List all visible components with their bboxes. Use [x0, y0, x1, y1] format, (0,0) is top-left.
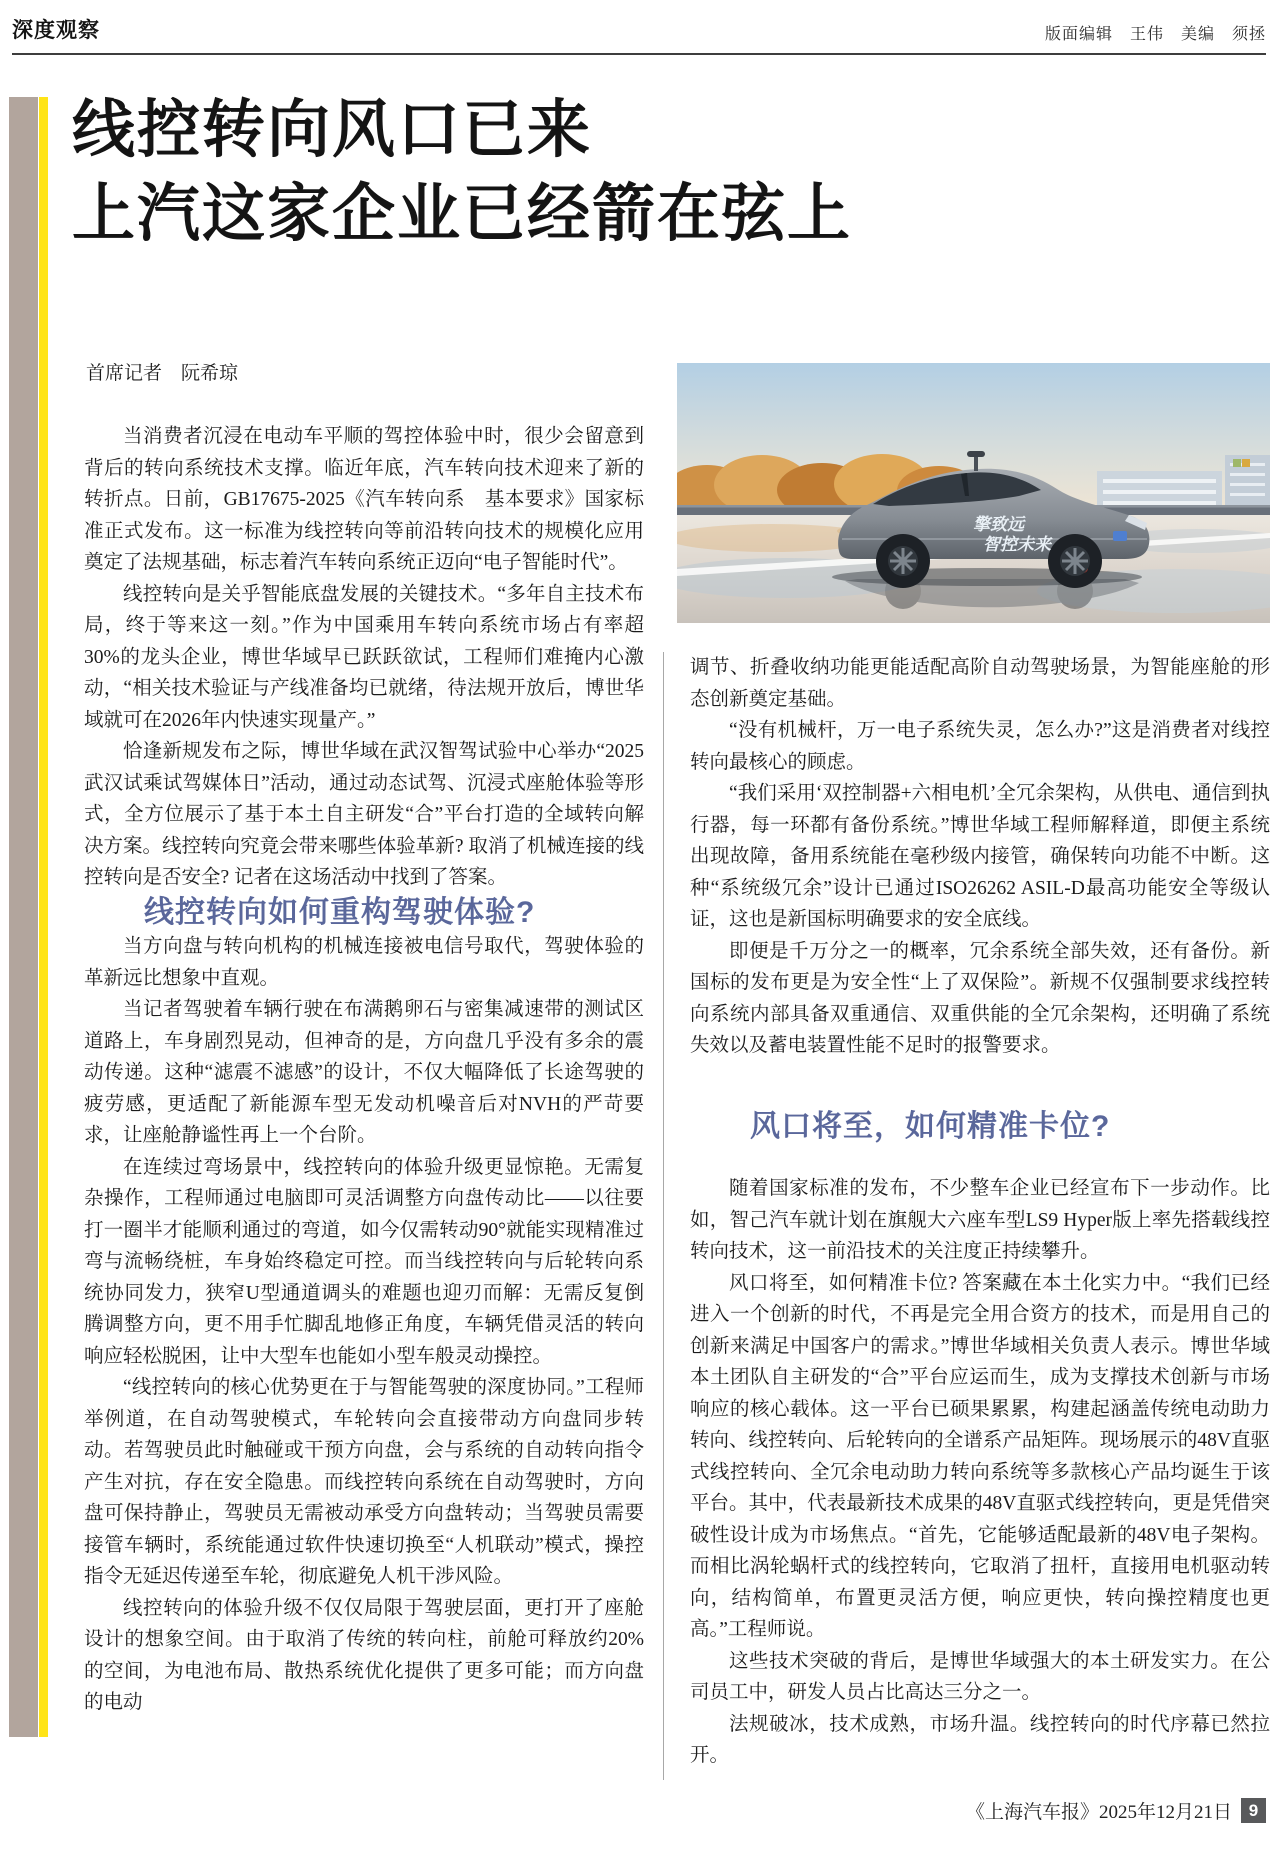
article-title [72, 88, 852, 256]
accent-bar-gray [9, 97, 38, 1737]
accent-bar-yellow [39, 97, 48, 1737]
paragraph: 法规破冰，技术成熟，市场升温。线控转向的时代序幕已然拉开。 [690, 1713, 1270, 1766]
section-heading-2: 风口将至，如何精准卡位? [750, 1109, 1111, 1143]
paragraph: 当消费者沉浸在电动车平顺的驾控体验中时，很少会留意到背后的转向系统技术支撑。临近年底，汽车转向技术迎来了新的转折点。日前，GB17675-2025《汽车转向系 基本要求》国家标准正式发布。这一标准为线控转向等前沿转向技术的规模化应用奠定了法规基础，标志着汽车转向系统正迈向“电子智能时代”。 [84, 426, 644, 573]
paragraph: “线控转向的核心优势更在于与智能驾驶的深度协同。”工程师举例道，在自动驾驶模式，车轮转向会直接带动方向盘同步转动。若驾驶员此时触碰或干预方向盘，会与系统的自动转向指令产生对抗，存在安全隐患。而线控转向系统在自动驾驶时，方向盘可保持静止，驾驶员无需被动承受方向盘转动；当驾驶员需要接管车辆时，系统能通过软件快速切换至“人机联动”模式，操控指令无延迟传递至车轮，彻底避免人机干涉风险。 [84, 1377, 644, 1587]
article-photo [677, 363, 1270, 623]
column-divider [663, 652, 664, 1780]
paragraph: 这些技术突破的背后，是博世华域强大的本土研发实力。在公司员工中，研发人员占比高达三分之一。 [690, 1650, 1270, 1703]
right-column [690, 652, 1270, 1772]
paragraph: 线控转向的体验升级不仅仅局限于驾驶层面，更打开了座舱设计的想象空间。由于取消了传统的转向柱，前舱可释放约20%的空间，为电池布局、散热系统优化提供了更多可能；而方向盘的电动 [84, 1597, 644, 1713]
header-rule [12, 53, 1266, 55]
paragraph: 当记者驾驶着车辆行驶在布满鹅卵石与密集减速带的测试区道路上，车身剧烈晃动，但神奇的是，方向盘几乎没有多余的震动传递。这种“滤震不滤感”的设计，不仅大幅降低了长途驾驶的疲劳感，更适配了新能源车型无发动机噪音后对NVH的严苛要求，让座舱静谧性再上一个台阶。 [84, 999, 644, 1146]
paragraph: 线控转向是关乎智能底盘发展的关键技术。“多年自主技术布局，终于等来这一刻。”作为中国乘用车转向系统市场占有率超30%的龙头企业，博世华域早已跃跃欲试，工程师们难掩内心激动，“相关技术验证与产线准备均已就绪，待法规开放后，博世华域就可在2026年内快速实现量产。” [84, 583, 644, 731]
paragraph: “没有机械杆，万一电子系统失灵，怎么办?”这是消费者对线控转向最核心的顾虑。 [690, 720, 1270, 773]
section-heading-1: 线控转向如何重构驾驶体验? [144, 895, 536, 929]
svg-text:擎致远: 擎致远 [973, 515, 1024, 534]
svg-text:智控未来: 智控未来 [983, 535, 1051, 554]
article-title-line1: 线控转向风口已来 [72, 95, 592, 165]
paragraph: 恰逢新规发布之际，博世华域在武汉智驾试验中心举办“2025武汉试乘试驾媒体日”活动，通过动态试驾、沉浸式座舱体验等形式，全方位展示了基于本土自主研发“合”平台打造的全域转向解决方案。线控转向究竟会带来哪些体验革新? 取消了机械连接的线控转向是否安全? 记者在这场活动中找到了答案。 [84, 741, 644, 888]
article-title-line2: 上汽这家企业已经箭在弦上 [72, 179, 852, 249]
editors-credit: 版面编辑 王伟 美编 须拯 [1044, 26, 1266, 43]
page-footer [966, 1797, 1266, 1824]
page-number-badge: 9 [1241, 1798, 1266, 1823]
paragraph: 当方向盘与转向机构的机械连接被电信号取代，驾驶体验的革新远比想象中直观。 [84, 936, 644, 989]
paragraph: “我们采用‘双控制器+六相电机’全冗余架构，从供电、通信到执行器，每一环都有备份系统。”博世华域工程师解释道，即便主系统出现故障，备用系统能在毫秒级内接管，确保转向功能不中断。这种“系统级冗余”设计已通过ISO26262 ASIL-D最高功能安全等级认证，这也是新国标明确要求的安全底线。 [690, 783, 1270, 930]
paragraph: 风口将至，如何精准卡位? 答案藏在本土化实力中。“我们已经进入一个创新的时代，不再是完全用合资方的技术，而是用自己的创新来满足中国客户的需求。”博世华域相关负责人表示。博世华域本土团队自主研发的“合”平台应运而生，成为支撑技术创新与市场响应的核心载体。这一平台已硕果累累，构建起涵盖传统电动助力转向、线控转向、后轮转向的全谱系产品矩阵。现场展示的48V直驱式线控转向、全冗余电动助力转向系统等多款核心产品均诞生于该平台。其中，代表最新技术成果的48V直驱式线控转向，更是凭借突破性设计成为市场焦点。“首先，它能够适配最新的48V电子架构。而相比涡轮蜗杆式的线控转向，它取消了扭杆，直接用电机驱动转向，结构简单，布置更灵活方便，响应更快，转向操控精度也更高。”工程师说。 [690, 1272, 1270, 1640]
byline: 首席记者 阮希琼 [86, 363, 239, 384]
paragraph: 即便是千万分之一的概率，冗余系统全部失效，还有备份。新国标的发布更是为安全性“上了双保险”。新规不仅强制要求线控转向系统内部具备双重通信、双重供能的全冗余架构，还明确了系统失效以及蓄电装置性能不足时的报警要求。 [690, 940, 1270, 1056]
paragraph-continuation: 调节、折叠收纳功能更能适配高阶自动驾驶场景，为智能座舱的形态创新奠定基础。 [690, 657, 1270, 710]
left-column [84, 421, 644, 1719]
publication-date: 《上海汽车报》2025年12月21日 [965, 1802, 1232, 1823]
section-kicker: 深度观察 [12, 19, 100, 42]
paragraph: 在连续过弯场景中，线控转向的体验升级更显惊艳。无需复杂操作，工程师通过电脑即可灵活调整方向盘传动比——以往要打一圈半才能顺利通过的弯道，如今仅需转动90°就能实现精准过弯与流畅绕桩，车身始终稳定可控。而当线控转向与后轮转向系统协同发力，狭窄U型通道调头的难题也迎刃而解：无需反复倒腾调整方向，更不用手忙脚乱地修正角度，车辆凭借灵活的转向响应轻松脱困，让中大型车也能如小型车般灵动操控。 [84, 1156, 644, 1367]
paragraph: 随着国家标准的发布，不少整车企业已经宣布下一步动作。比如，智己汽车就计划在旗舰大六座车型LS9 Hyper版上率先搭载线控转向技术，这一前沿技术的关注度正持续攀升。 [690, 1178, 1270, 1262]
